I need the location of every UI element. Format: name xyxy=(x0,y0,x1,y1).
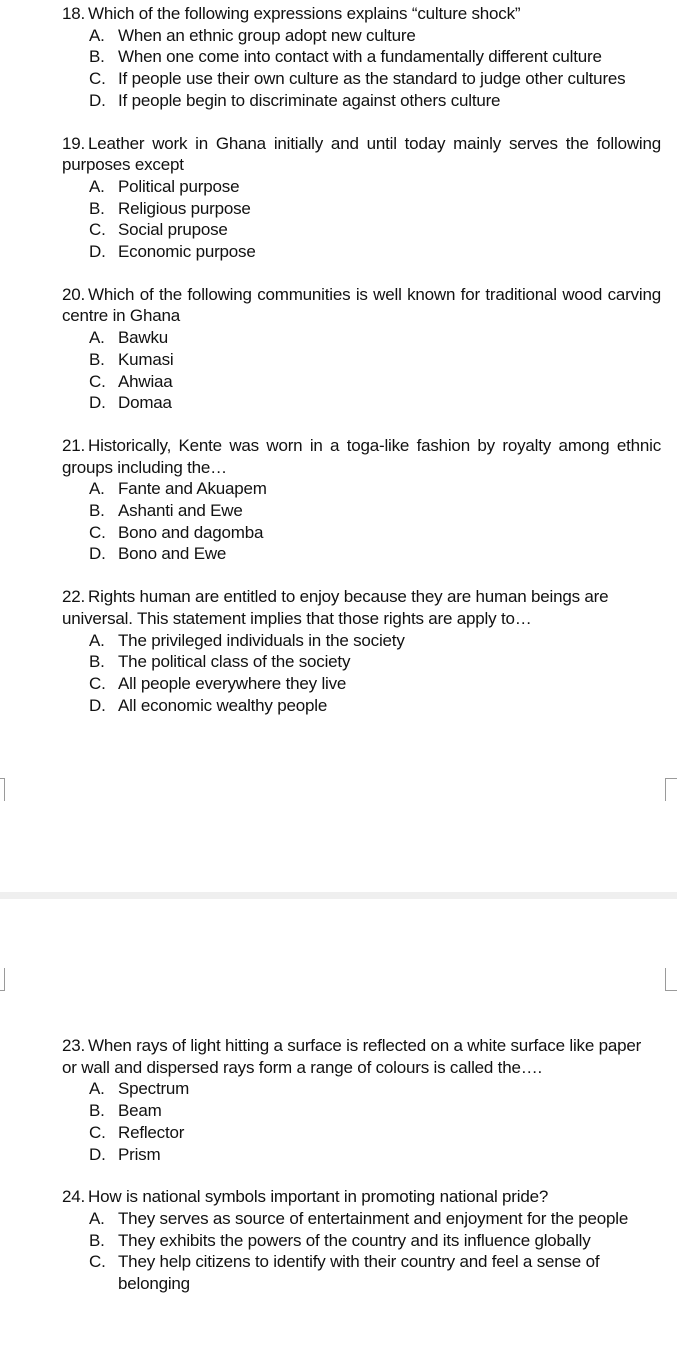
crop-mark-top-left xyxy=(0,968,5,991)
option-c: C. Bono and dagomba xyxy=(89,522,264,542)
option-d: D. Economic purpose xyxy=(89,242,256,262)
crop-mark-bottom-left xyxy=(0,778,5,801)
option-b: B. The political class of the society xyxy=(89,652,351,672)
page-separator xyxy=(0,892,677,899)
options-list xyxy=(62,478,661,565)
question-number: 24. xyxy=(62,1187,86,1207)
question-24 xyxy=(62,1186,661,1295)
options-list xyxy=(62,176,661,263)
question-text: 21. Historically, Kente was worn in a toga-like fashion by royalty among ethnic groups including the… xyxy=(62,435,661,477)
question-19 xyxy=(62,133,661,263)
question-text: 20. Which of the following communities is well known for traditional wood carving centre in Ghana xyxy=(62,284,661,326)
option-d: D. Domaa xyxy=(89,393,172,413)
question-21 xyxy=(62,435,661,565)
question-22 xyxy=(62,586,661,716)
option-b: B. Ashanti and Ewe xyxy=(89,501,243,521)
question-text: 23. When rays of light hitting a surface is reflected on a white surface like paper or wall and dispersed rays form a range of colours is called the…. xyxy=(62,1036,642,1077)
question-number: 21. xyxy=(62,435,86,455)
question-text: 19. Leather work in Ghana initially and until today mainly serves the following purposes except xyxy=(62,133,661,175)
option-b: B. Religious purpose xyxy=(89,198,251,218)
option-c: C. If people use their own culture as the standard to judge other cultures xyxy=(89,69,626,89)
option-b: B. When one come into contact with a fundamentally different culture xyxy=(89,47,602,67)
crop-mark-bottom-right xyxy=(665,778,677,801)
option-b: B. They exhibits the powers of the country and its influence globally xyxy=(89,1230,591,1250)
question-number: 18. xyxy=(62,4,86,23)
option-b: B. Kumasi xyxy=(89,349,174,369)
option-a: A. Spectrum xyxy=(89,1079,190,1099)
option-a: A. Bawku xyxy=(89,328,169,348)
question-text: 24. How is national symbols important in promoting national pride? xyxy=(62,1187,549,1207)
options-list xyxy=(62,630,661,717)
crop-mark-top-right xyxy=(665,968,677,991)
question-text: 22. Rights human are entitled to enjoy because they are human beings are universal. This statement implies that those rights are apply to… xyxy=(62,587,609,628)
option-d: D. Prism xyxy=(89,1144,161,1164)
option-a: A. The privileged individuals in the society xyxy=(89,630,405,650)
question-number: 23. xyxy=(62,1036,86,1055)
option-c: C. All people everywhere they live xyxy=(89,673,347,693)
options-list xyxy=(62,25,661,112)
option-c: C. They help citizens to identify with their country and feel a sense of belonging xyxy=(89,1252,600,1294)
option-d: D. If people begin to discriminate against others culture xyxy=(89,90,501,110)
document-page-2 xyxy=(0,899,677,1352)
option-c: C. Reflector xyxy=(89,1122,185,1142)
question-text: 18. Which of the following expressions explains “culture shock” xyxy=(62,4,521,23)
options-list xyxy=(62,1078,661,1165)
question-23 xyxy=(62,1035,661,1165)
question-20 xyxy=(62,284,661,414)
option-c: C. Ahwiaa xyxy=(89,371,173,391)
page-2-content xyxy=(62,1035,661,1316)
option-d: D. Bono and Ewe xyxy=(89,544,227,564)
page-1-content xyxy=(62,3,661,737)
option-a: A. Political purpose xyxy=(89,176,240,196)
options-list xyxy=(62,1208,661,1295)
option-d: D. All economic wealthy people xyxy=(89,695,328,715)
question-number: 22. xyxy=(62,587,86,607)
option-a: A. Fante and Akuapem xyxy=(89,479,267,499)
question-number: 20. xyxy=(62,284,86,304)
option-a: A. When an ethnic group adopt new culture xyxy=(89,25,416,45)
option-c: C. Social prupose xyxy=(89,220,228,240)
question-18 xyxy=(62,3,661,112)
question-number: 19. xyxy=(62,133,86,153)
option-b: B. Beam xyxy=(89,1101,162,1121)
option-a: A. They serves as source of entertainment and enjoyment for the people xyxy=(89,1208,629,1228)
options-list xyxy=(62,327,661,414)
